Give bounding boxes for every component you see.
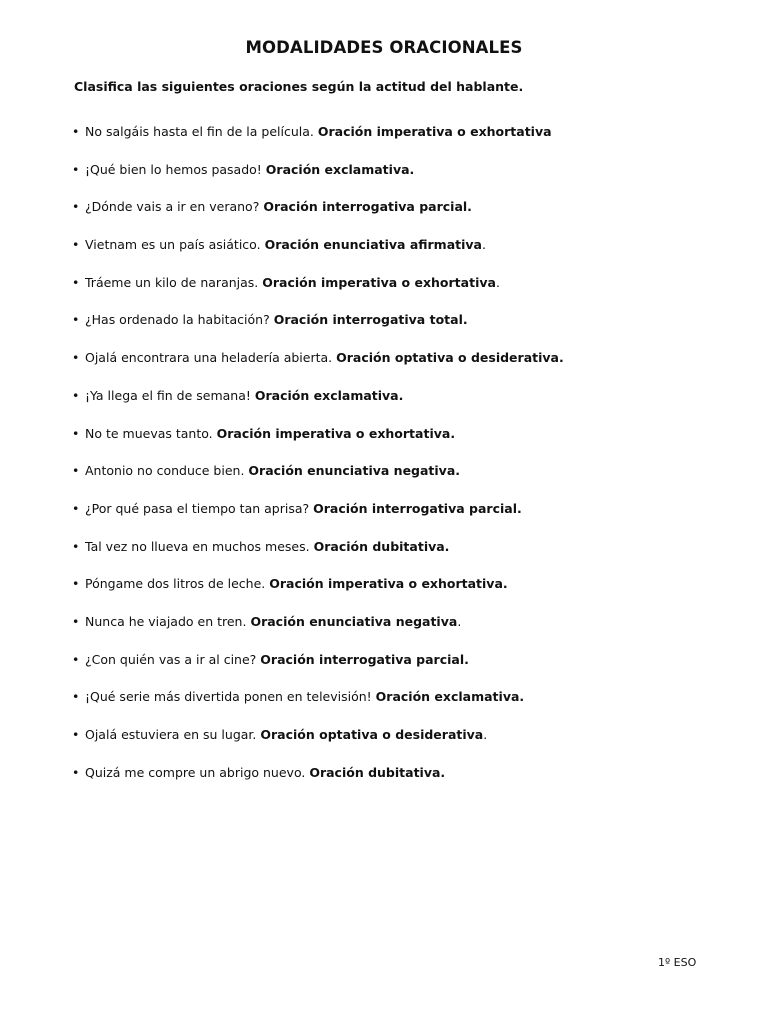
answer-tail: . xyxy=(483,727,488,742)
list-item xyxy=(72,195,752,233)
list-item xyxy=(72,497,752,535)
list-item xyxy=(72,384,752,422)
sentence-text: ¡Qué bien lo hemos pasado! xyxy=(85,161,262,177)
answer-text: Oración exclamativa. xyxy=(375,689,525,705)
answer-text: Oración enunciativa afirmativa xyxy=(264,237,482,253)
answer-tail: . xyxy=(457,613,462,629)
bullet: • xyxy=(72,199,80,215)
answer-text: Oración imperativa o exhortativa xyxy=(317,124,552,139)
course-label: 1º ESO xyxy=(658,956,697,969)
sentence-text: Quizá me compre un abrigo nuevo. xyxy=(85,764,306,780)
sentence-text: ¿Por qué pasa el tiempo tan aprisa? xyxy=(85,500,310,516)
bullet: • xyxy=(72,425,80,441)
answer-text: Oración interrogativa parcial. xyxy=(260,651,469,667)
answer-text: Oración exclamativa. xyxy=(265,161,415,177)
sentence-text: Ojalá estuviera en su lugar. xyxy=(85,727,257,742)
list-item xyxy=(72,761,752,799)
sentence-text: Antonio no conduce bien. xyxy=(85,463,245,479)
answer-text: Oración interrogativa parcial. xyxy=(313,500,522,516)
sentence-text: Nunca he viajado en tren. xyxy=(85,613,247,629)
bullet: • xyxy=(72,689,80,705)
list-item xyxy=(72,572,752,610)
answer-text: Oración imperativa o exhortativa xyxy=(262,274,496,290)
list-item xyxy=(72,233,752,271)
answer-text: Oración dubitativa. xyxy=(313,538,450,554)
answer-text: Oración imperativa o exhortativa. xyxy=(216,425,456,441)
bullet: • xyxy=(72,312,80,328)
sentence-text: No salgáis hasta el fin de la película. xyxy=(85,124,314,139)
bullet: • xyxy=(72,651,80,667)
sentence-text: Vietnam es un país asiático. xyxy=(85,237,261,253)
page-title: MODALIDADES ORACIONALES xyxy=(245,38,523,57)
sentence-text: ¿Has ordenado la habitación? xyxy=(85,312,270,328)
sentence-text: ¿Dónde vais a ir en verano? xyxy=(85,199,260,215)
sentence-text: ¡Qué serie más divertida ponen en televisión! xyxy=(85,689,372,705)
list-item xyxy=(72,422,752,460)
sentence-text: Ojalá encontrara una heladería abierta. xyxy=(85,350,333,366)
answer-text: Oración imperativa o exhortativa. xyxy=(269,576,508,592)
bullet: • xyxy=(72,500,80,516)
list-item xyxy=(72,723,752,761)
bullet: • xyxy=(72,576,80,592)
list-item xyxy=(72,308,752,346)
bullet: • xyxy=(72,274,80,290)
list-item xyxy=(72,158,752,196)
sentence-text: ¡Ya llega el fin de semana! xyxy=(85,387,251,403)
list-item xyxy=(72,271,752,309)
answer-text: Oración interrogativa parcial. xyxy=(263,199,472,215)
bullet: • xyxy=(72,237,80,253)
bullet: • xyxy=(72,350,80,366)
answer-text: Oración optativa o desiderativa xyxy=(260,727,484,742)
list-item xyxy=(72,610,752,648)
answer-text: Oración enunciativa negativa xyxy=(250,613,458,629)
sentence-text: Póngame dos litros de leche. xyxy=(85,576,266,592)
instruction-text: Clasifica las siguientes oraciones según la actitud del hablante. xyxy=(74,79,524,94)
list-item xyxy=(72,346,752,384)
sentence-text: Tráeme un kilo de naranjas. xyxy=(85,274,259,290)
sentence-text: ¿Con quién vas a ir al cine? xyxy=(85,651,257,667)
bullet: • xyxy=(72,463,80,479)
bullet: • xyxy=(72,124,80,139)
answer-text: Oración enunciativa negativa. xyxy=(248,463,461,479)
sentence-text: No te muevas tanto. xyxy=(85,425,213,441)
answer-text: Oración optativa o desiderativa. xyxy=(336,350,564,366)
sentence-list xyxy=(72,120,752,798)
answer-tail: . xyxy=(495,274,500,290)
bullet: • xyxy=(72,161,80,177)
answer-text: Oración exclamativa. xyxy=(254,387,404,403)
list-item xyxy=(72,648,752,686)
list-item xyxy=(72,459,752,497)
list-item xyxy=(72,535,752,573)
bullet: • xyxy=(72,727,80,742)
list-item xyxy=(72,120,752,158)
answer-tail: . xyxy=(482,237,486,253)
bullet: • xyxy=(72,387,80,403)
list-item xyxy=(72,685,752,723)
sentence-text: Tal vez no llueva en muchos meses. xyxy=(85,538,310,554)
bullet: • xyxy=(72,764,80,780)
answer-text: Oración dubitativa. xyxy=(309,764,446,780)
bullet: • xyxy=(72,538,80,554)
answer-text: Oración interrogativa total. xyxy=(273,312,468,328)
bullet: • xyxy=(72,613,80,629)
